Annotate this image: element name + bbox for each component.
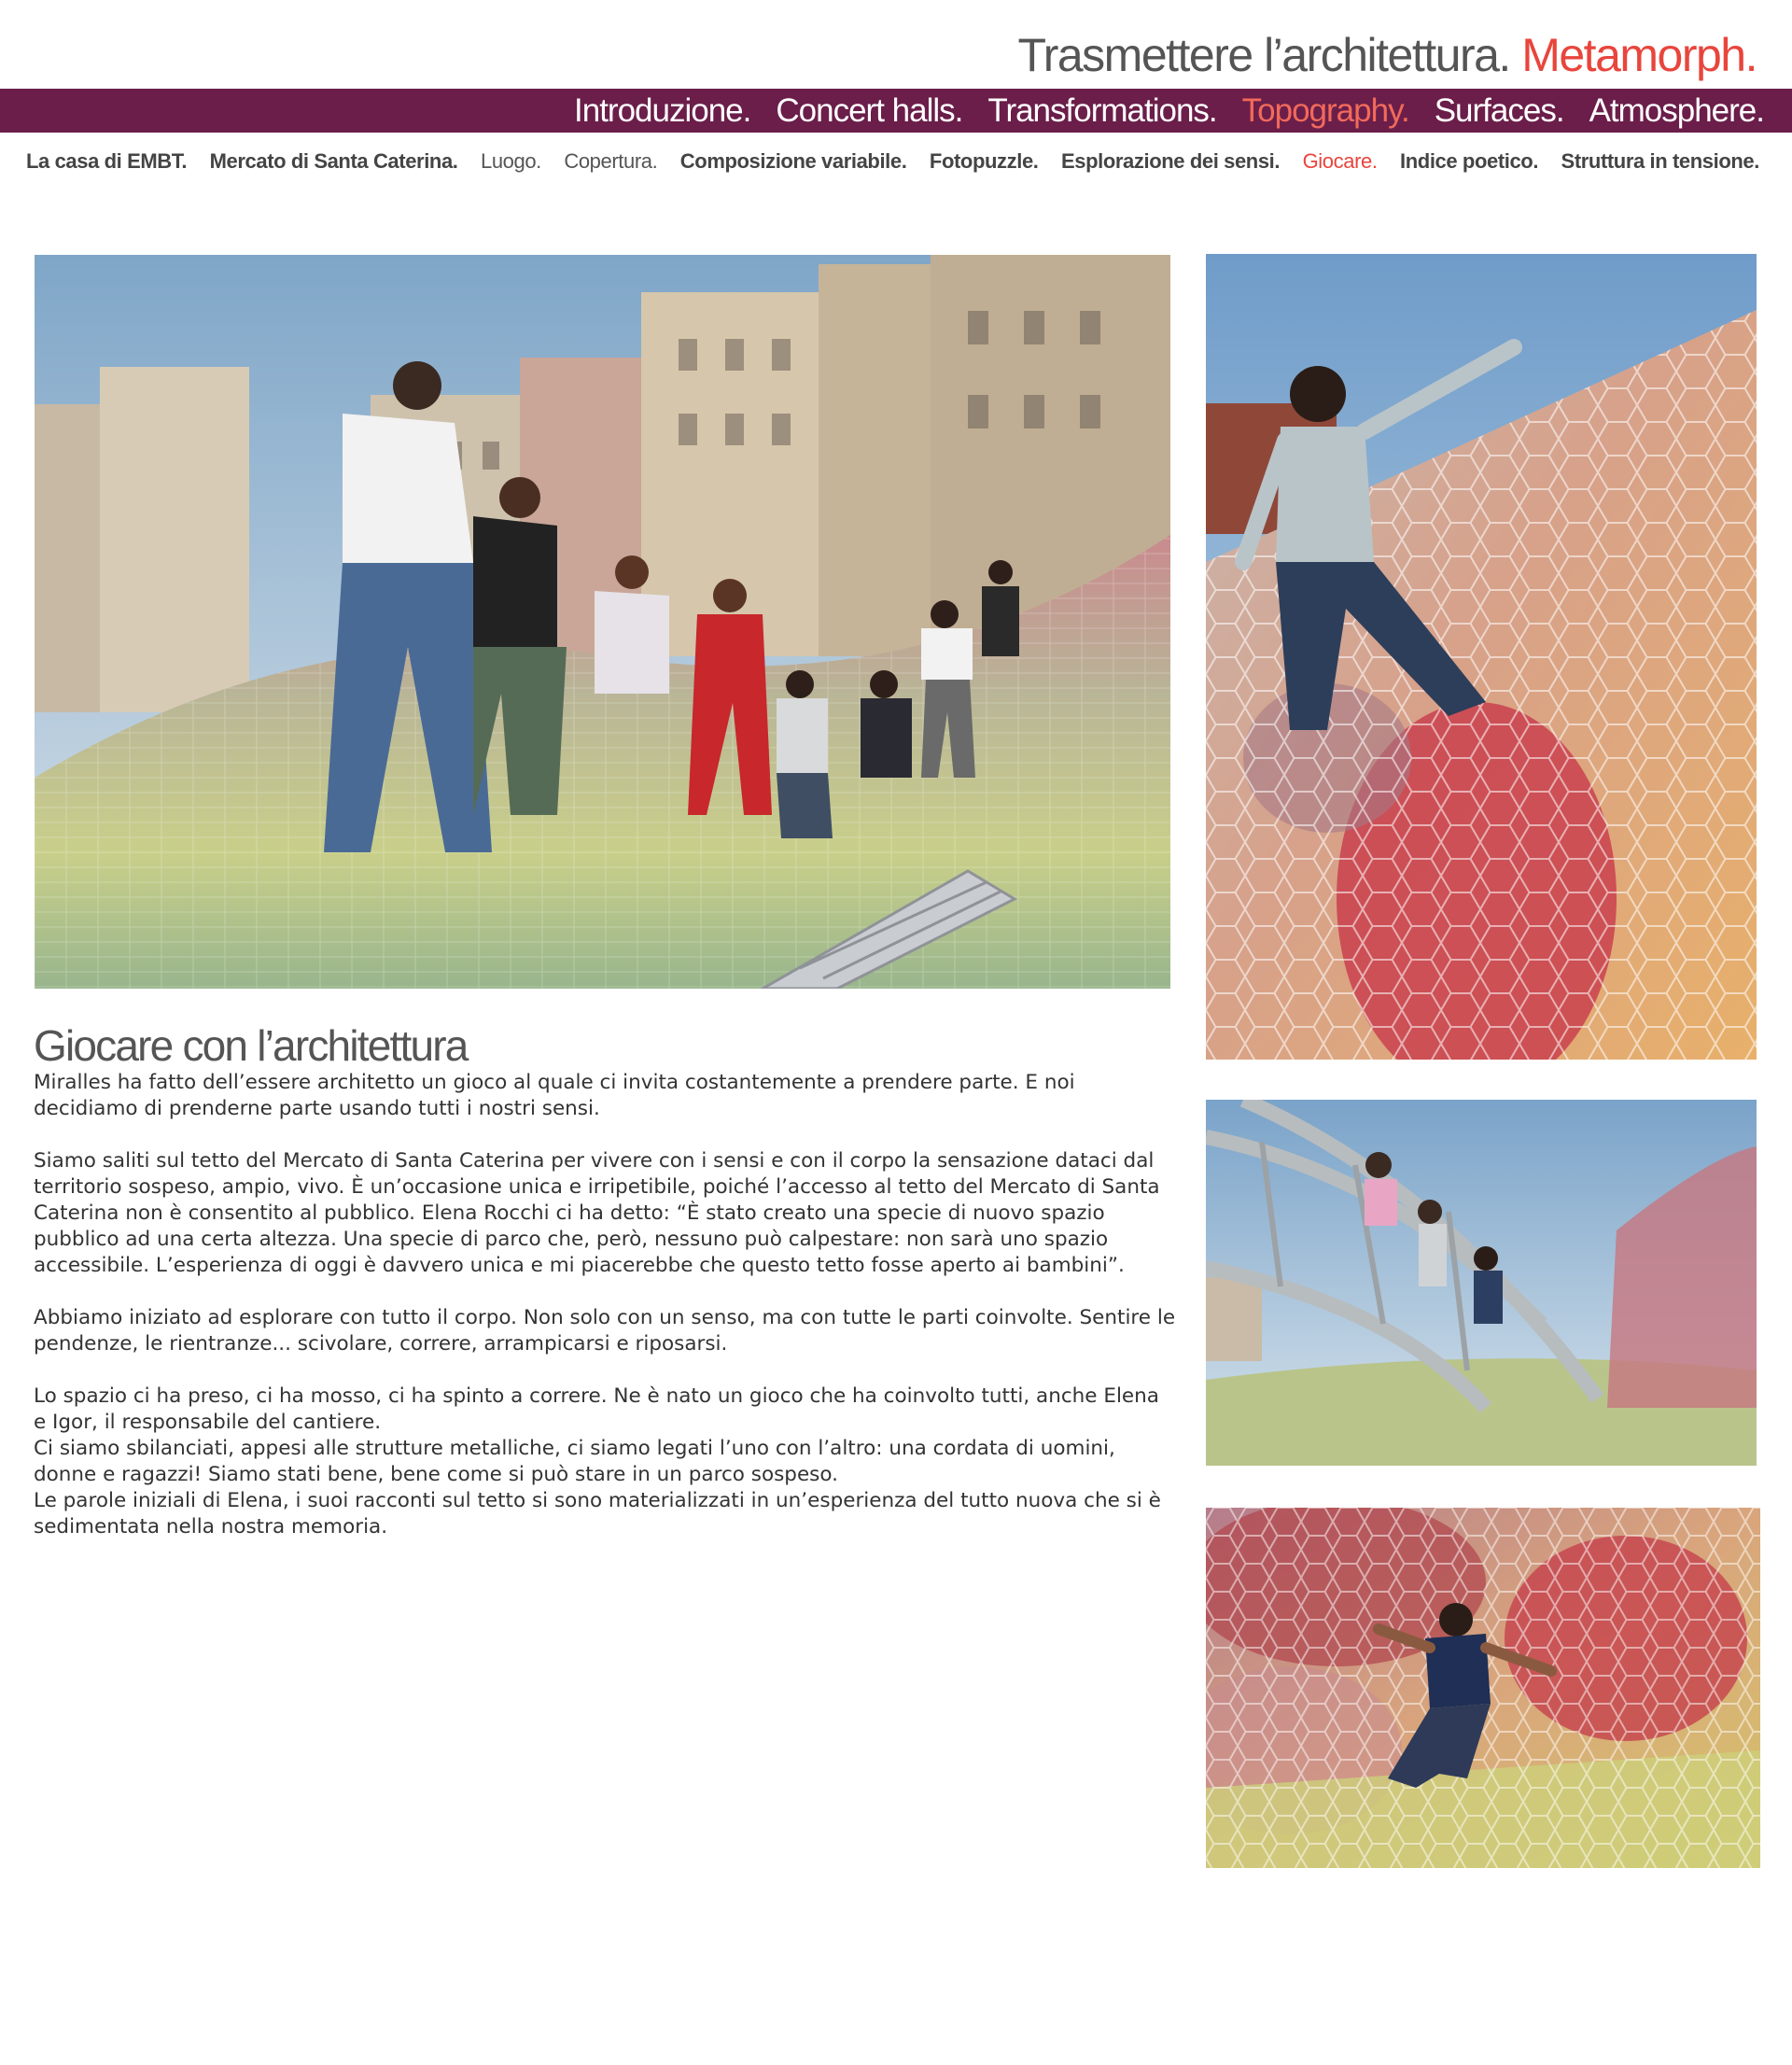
article-paragraph: Abbiamo iniziato ad esplorare con tutto il corpo. Non solo con un senso, ma con tutte le parti coinvolte. Sentire le pendenze, le rientranze... scivolare, correre, arrampicarsi e riposarsi. bbox=[34, 1305, 1176, 1356]
sub-nav-item-fotopuzzle[interactable]: Fotopuzzle. bbox=[929, 149, 1039, 173]
sub-nav bbox=[26, 149, 1759, 174]
sub-nav-item-luogo[interactable]: Luogo. bbox=[480, 149, 541, 173]
article-body bbox=[34, 1070, 1177, 1540]
sub-nav-item-giocare[interactable]: Giocare. bbox=[1302, 149, 1378, 173]
site-title-main: Trasmettere l’architettura. bbox=[1017, 29, 1510, 81]
photo-kids-metal-structure bbox=[1206, 1100, 1757, 1466]
main-nav-item-introduzione[interactable]: Introduzione. bbox=[574, 91, 751, 129]
main-nav-item-atmosphere[interactable]: Atmosphere. bbox=[1589, 91, 1764, 129]
sub-nav-item-casa-embt[interactable]: La casa di EMBT. bbox=[26, 149, 188, 173]
main-nav-item-surfaces[interactable]: Surfaces. bbox=[1434, 91, 1564, 129]
article-paragraph: Miralles ha fatto dell’essere architetto un gioco al quale ci invita costantemente a prendere parte. E noi decidiamo di prenderne parte usando tutti i nostri sensi. bbox=[34, 1070, 1075, 1120]
site-title-accent[interactable]: Metamorph. bbox=[1521, 29, 1757, 81]
article-paragraph: Le parole iniziali di Elena, i suoi racconti sul tetto si sono materializzati in un’esperienza del tutto nuova che si è sedimentata nella nostra memoria. bbox=[34, 1488, 1161, 1538]
main-nav bbox=[0, 89, 1792, 133]
photo-boy-lying-roof bbox=[1206, 1508, 1760, 1868]
site-title bbox=[1018, 28, 1757, 82]
sub-nav-item-indice-poetico[interactable]: Indice poetico. bbox=[1400, 149, 1539, 173]
main-nav-item-transformations[interactable]: Transformations. bbox=[987, 91, 1217, 129]
article-paragraph: Ci siamo sbilanciati, appesi alle strutture metalliche, ci siamo legati l’uno con l’altro: una cordata di uomini, donne e ragazzi! Siamo stati bene, bene come si può stare in un parco sospeso. bbox=[34, 1436, 1115, 1486]
sub-nav-item-composizione[interactable]: Composizione variabile. bbox=[679, 149, 907, 173]
sub-nav-item-struttura[interactable]: Struttura in tensione. bbox=[1561, 149, 1759, 173]
sub-nav-item-esplorazione[interactable]: Esplorazione dei sensi. bbox=[1061, 149, 1281, 173]
photo-boy-sliding-roof bbox=[1206, 254, 1757, 1060]
sub-nav-item-copertura[interactable]: Copertura. bbox=[564, 149, 658, 173]
article-paragraph: Lo spazio ci ha preso, ci ha mosso, ci ha spinto a correre. Ne è nato un gioco che ha coinvolto tutti, anche Elena e Igor, il responsabile del cantiere. bbox=[34, 1384, 1159, 1434]
article-heading: Giocare con l’architettura bbox=[34, 1021, 468, 1070]
article-paragraph: Siamo saliti sul tetto del Mercato di Santa Caterina per vivere con i sensi e con il corpo la sensazione dataci dal territorio sospeso, ampio, vivo. È un’occasione unica e irripetibile, poiché l’accesso al tetto del Mercato di Santa Caterina non è consentito al pubblico. Elena Rocchi ci ha detto: “È stato creato una specie di nuovo spazio pubblico ad una certa altezza. Una specie di parco che, però, nessuno può calpestare: non sarà uno spazio accessibile. L’esperienza di oggi è davvero unica e mi piacerebbe che questo tetto fosse aperto ai bambini”. bbox=[34, 1148, 1160, 1277]
main-nav-item-topography[interactable]: Topography. bbox=[1241, 91, 1409, 129]
photo-rooftop-group-play bbox=[35, 255, 1170, 989]
article bbox=[34, 1022, 1177, 1540]
main-nav-item-concert-halls[interactable]: Concert halls. bbox=[776, 91, 963, 129]
sub-nav-item-mercato[interactable]: Mercato di Santa Caterina. bbox=[209, 149, 458, 173]
